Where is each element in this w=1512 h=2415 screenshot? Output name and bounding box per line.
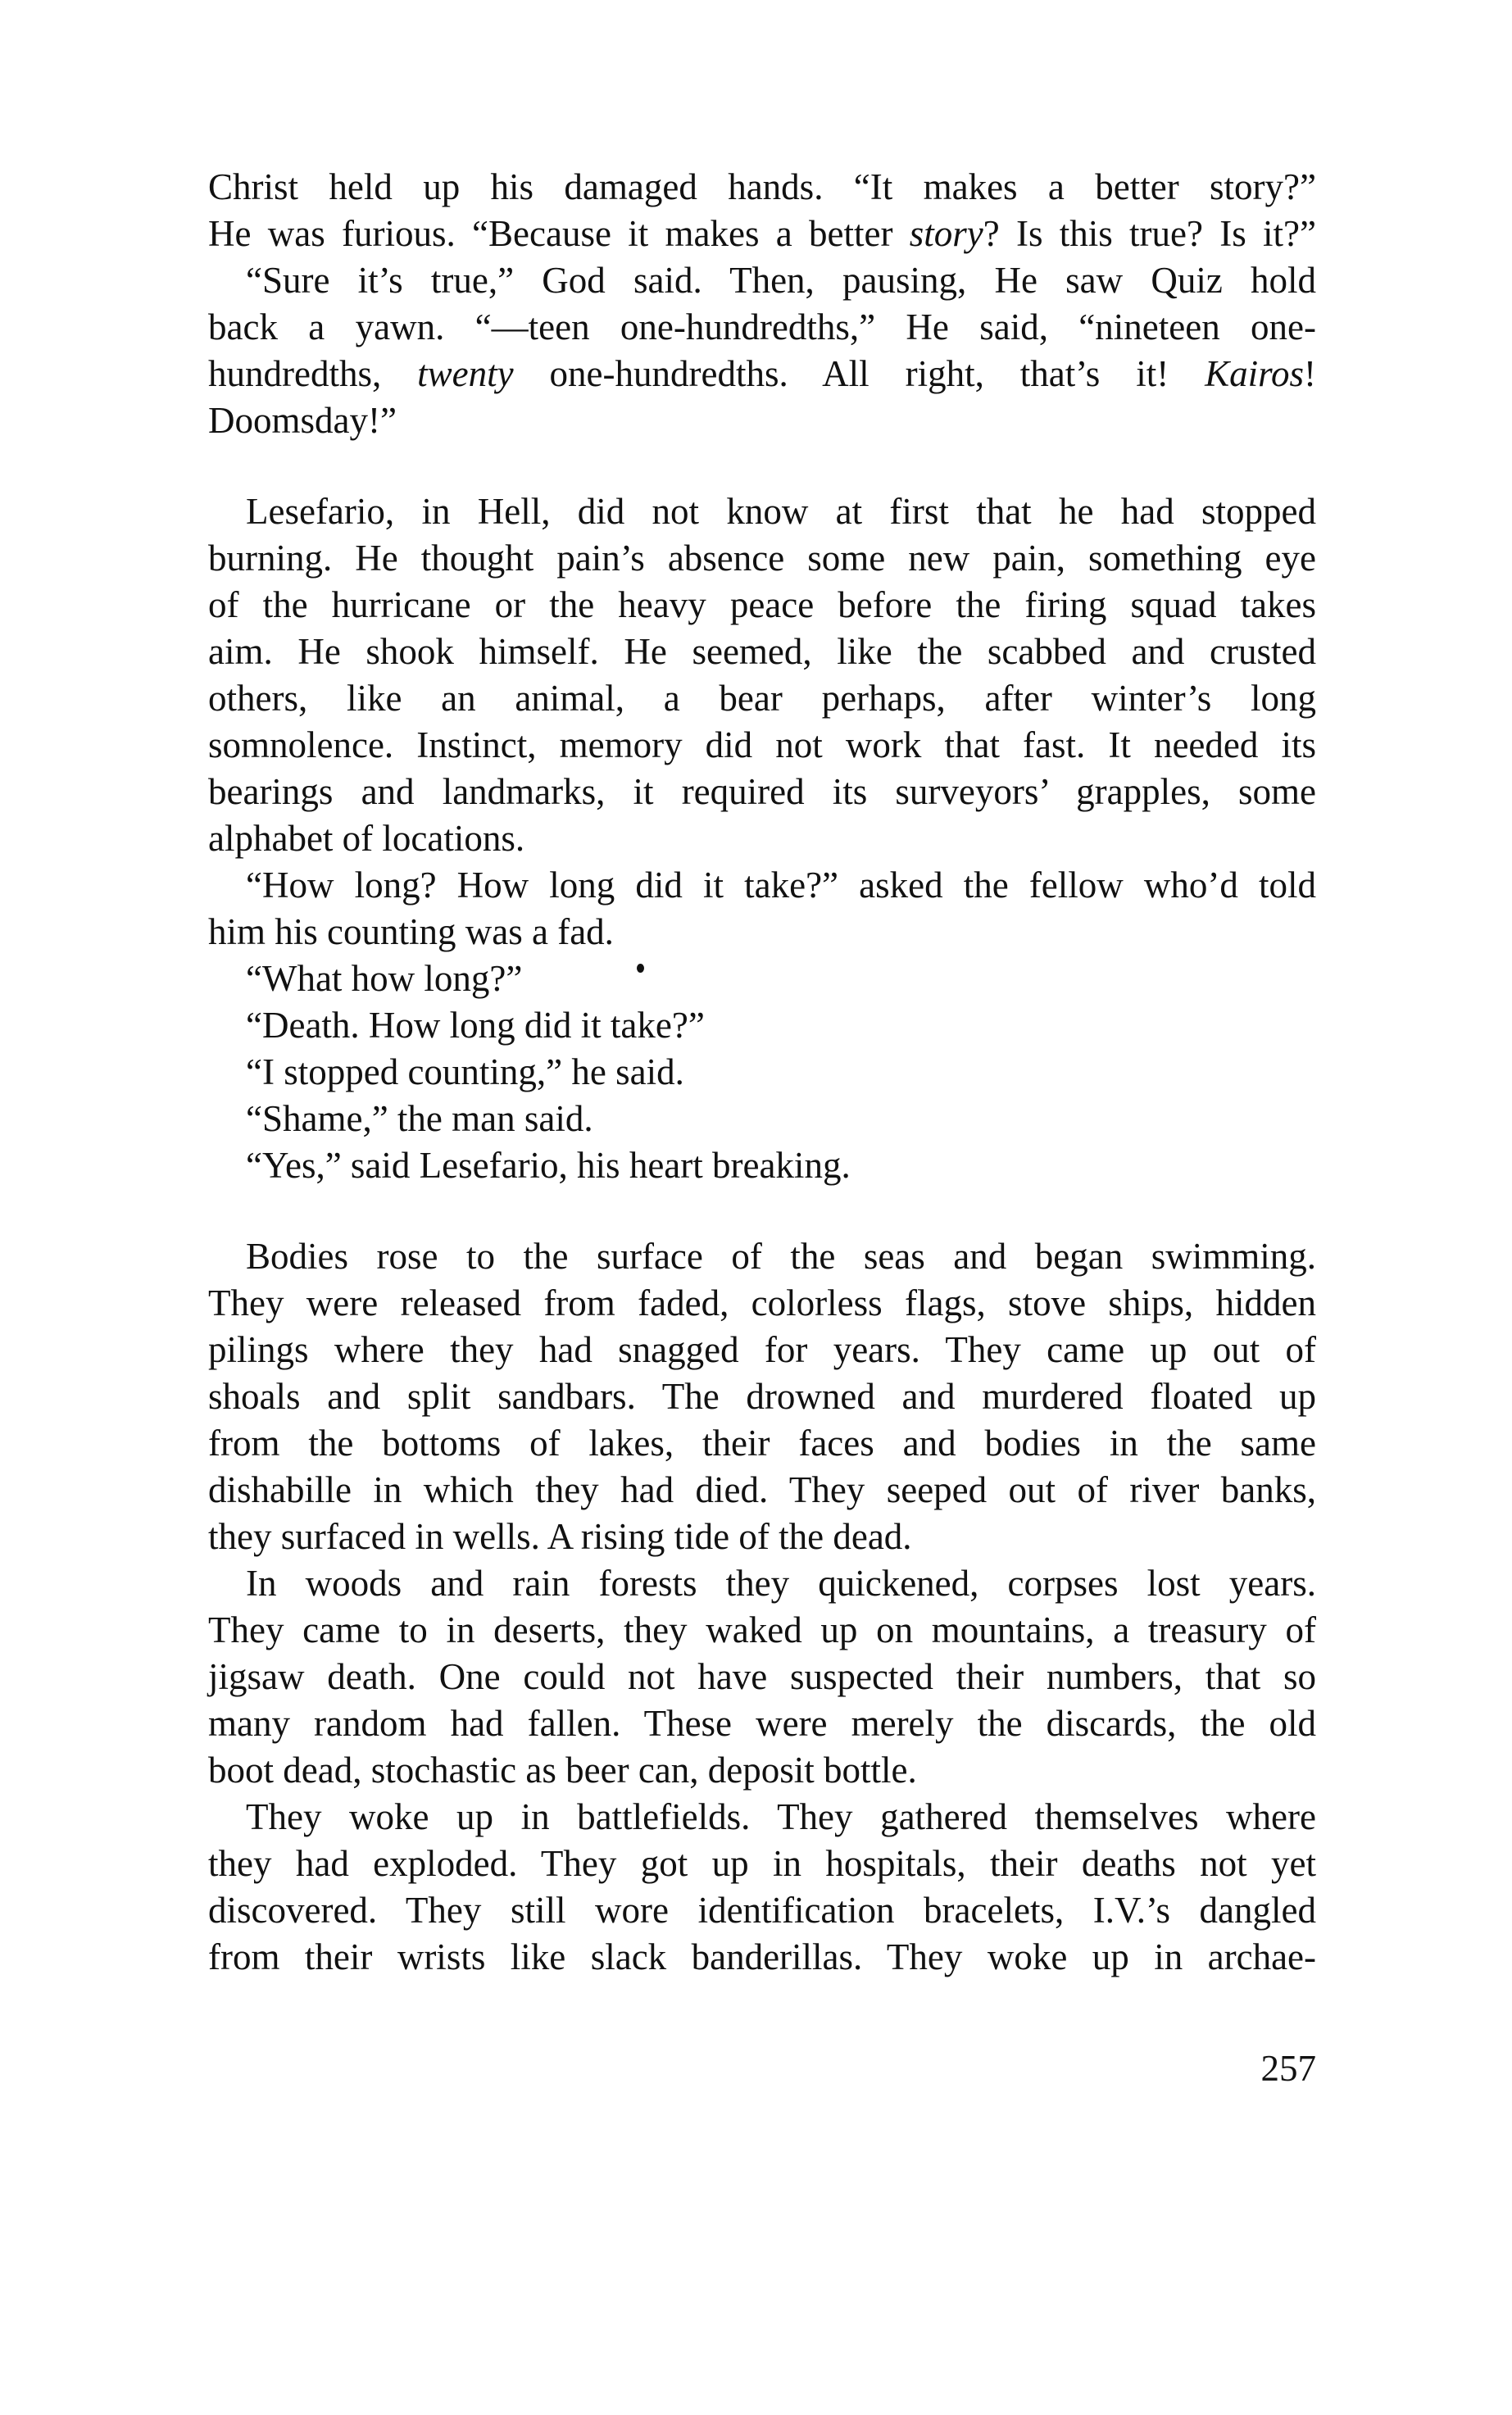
text-line: back a yawn. “—teen one-hundredths,” He said, “nineteen one- — [208, 306, 1316, 347]
dialogue-line: “Yes,” said Lesefario, his heart breaking. — [246, 1145, 851, 1186]
text-line — [208, 211, 1316, 257]
text-span: “What how long?” — [246, 958, 523, 999]
page-body — [208, 164, 1316, 1981]
text-line: shoals and split sandbars. The drowned and murdered floated up — [208, 1376, 1316, 1417]
text-line — [208, 351, 1316, 397]
section-break — [208, 444, 1316, 488]
text-line: Bodies rose to the surface of the seas and began swimming. — [246, 1236, 1316, 1277]
text-line: discovered. They still wore identification bracelets, I.V.’s dangled — [208, 1890, 1316, 1931]
text-line: They woke up in battlefields. They gathered themselves where — [246, 1796, 1316, 1837]
text-line: many random had fallen. These were merely the discards, the old — [208, 1703, 1316, 1744]
text-line: dishabille in which they had died. They seeped out of river banks, — [208, 1469, 1316, 1510]
text-line: of the hurricane or the heavy peace before the firing squad takes — [208, 584, 1316, 625]
text-line: pilings where they had snagged for years. They came up out of — [208, 1329, 1316, 1370]
dialogue-line: “Death. How long did it take?” — [246, 1005, 705, 1046]
text-line: alphabet of locations. — [208, 818, 525, 859]
text-line: burning. He thought pain’s absence some new pain, something eye — [208, 538, 1316, 579]
text-line: him his counting was a fad. — [208, 911, 614, 952]
text-line: They came to in deserts, they waked up on mountains, a treasury of — [208, 1609, 1316, 1650]
section-break — [208, 1189, 1316, 1233]
section-christ-dialogue — [208, 164, 1316, 444]
section-lesefario — [208, 488, 1316, 1189]
text-span: one-hundredths. All right, that’s it! — [513, 353, 1206, 394]
text-line: somnolence. Instinct, memory did not work that fast. It needed its — [208, 724, 1316, 765]
text-span: He was furious. “Because it makes a better — [208, 213, 910, 254]
text-line: from the bottoms of lakes, their faces and bodies in the same — [208, 1423, 1316, 1464]
text-span: ? Is this true? Is it?” — [983, 213, 1316, 254]
italic-text: twenty — [417, 353, 514, 394]
text-line: aim. He shook himself. He seemed, like the scabbed and crusted — [208, 631, 1316, 672]
text-span: hundredths, — [208, 353, 418, 394]
text-line: Lesefario, in Hell, did not know at first that he had stopped — [246, 491, 1316, 532]
text-line: others, like an animal, a bear perhaps, after winter’s long — [208, 678, 1316, 719]
text-line: they had exploded. They got up in hospitals, their deaths not yet — [208, 1843, 1316, 1884]
text-line: Christ held up his damaged hands. “It makes a better story?” — [208, 166, 1316, 207]
page-number: 257 — [1260, 2048, 1316, 2089]
text-line: “Sure it’s true,” God said. Then, pausing, He saw Quiz hold — [246, 260, 1316, 301]
text-span: ! — [1303, 353, 1316, 394]
text-line: In woods and rain forests they quickened, corpses lost years. — [246, 1563, 1316, 1604]
text-line: They were released from faded, colorless flags, stove ships, hidden — [208, 1282, 1316, 1323]
section-bodies-rose — [208, 1233, 1316, 1981]
ink-speck — [637, 964, 644, 973]
dialogue-line: “Shame,” the man said. — [246, 1098, 593, 1139]
text-line: boot dead, stochastic as beer can, deposit bottle. — [208, 1750, 917, 1791]
text-line: “How long? How long did it take?” asked the fellow who’d told — [246, 865, 1316, 906]
text-line: they surfaced in wells. A rising tide of the dead. — [208, 1516, 912, 1557]
italic-text: story — [909, 213, 983, 254]
text-line: Doomsday!” — [208, 400, 397, 441]
text-line: jigsaw death. One could not have suspected their numbers, that so — [208, 1656, 1316, 1697]
dialogue-line — [208, 956, 1316, 1002]
text-line: from their wrists like slack banderillas. They woke up in archae- — [208, 1936, 1316, 1977]
dialogue-line: “I stopped counting,” he said. — [246, 1051, 684, 1092]
italic-text: Kairos — [1205, 353, 1304, 394]
text-line: bearings and landmarks, it required its surveyors’ grapples, some — [208, 771, 1316, 812]
